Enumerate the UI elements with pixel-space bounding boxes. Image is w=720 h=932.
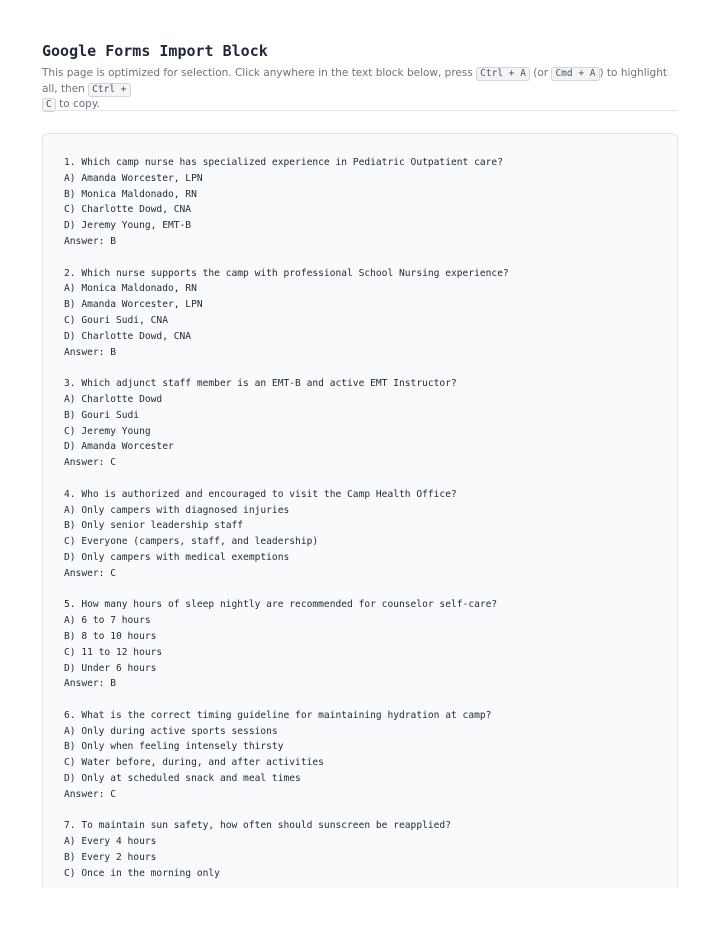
instructions-part: This page is optimized for selection. Click anywhere in the text block below, press bbox=[42, 67, 477, 79]
cmd-a-key: Cmd + A bbox=[551, 67, 599, 81]
ctrl-c-key-continued: C bbox=[42, 98, 56, 112]
ctrl-c-key: Ctrl + bbox=[88, 83, 130, 97]
import-text-block[interactable] bbox=[42, 133, 678, 932]
instructions-text bbox=[42, 66, 678, 113]
bottom-fade bbox=[0, 888, 720, 932]
divider bbox=[42, 110, 678, 111]
ctrl-a-key: Ctrl + A bbox=[476, 67, 530, 81]
instructions-part: ) to highlight all, then bbox=[42, 67, 667, 95]
instructions-part: to copy. bbox=[55, 98, 100, 110]
instructions-part: (or bbox=[529, 67, 552, 79]
import-text[interactable]: 1. Which camp nurse has specialized experience in Pediatric Outpatient care? A) Amanda Worcester, LPN B) Monica Maldonado, RN C) Charlotte Dowd, CNA D) Jeremy Young, EMT-B Answer: B 2. Which nurse supports the camp with professional School Nursing experience? A) Monica Maldonado, RN B) Amanda Worcester, LPN C) Gouri Sudi, CNA D) Charlotte Dowd, CNA Answer: B 3. Which adjunct staff member is an EMT-B and active EMT Instructor? A) Charlotte Dowd B) Gouri Sudi C) Jeremy Young D) Amanda Worcester Answer: C 4. Who is authorized and encouraged to visit the Camp Health Office? A) Only campers with diagnosed injuries B) Only senior leadership staff C) Everyone (campers, staff, and leadership) D) Only campers with medical exemptions Answer: C 5. How many hours of sleep nightly are recommended for counselor self-care? A) 6 to 7 hours B) 8 to 10 hours C) 11 to 12 hours D) Under 6 hours Answer: B 6. What is the correct timing guideline for maintaining hydration at camp? A) Only during active sports sessions B) Only when feeling intensely thirsty C) Water before, during, and after activities D) Only at scheduled snack and meal times Answer: C 7. To maintain sun safety, how often should sunscreen be reapplied? A) Every 4 hours B) Every 2 hours C) Once in the morning only bbox=[64, 157, 509, 879]
page-title: Google Forms Import Block bbox=[42, 42, 268, 60]
